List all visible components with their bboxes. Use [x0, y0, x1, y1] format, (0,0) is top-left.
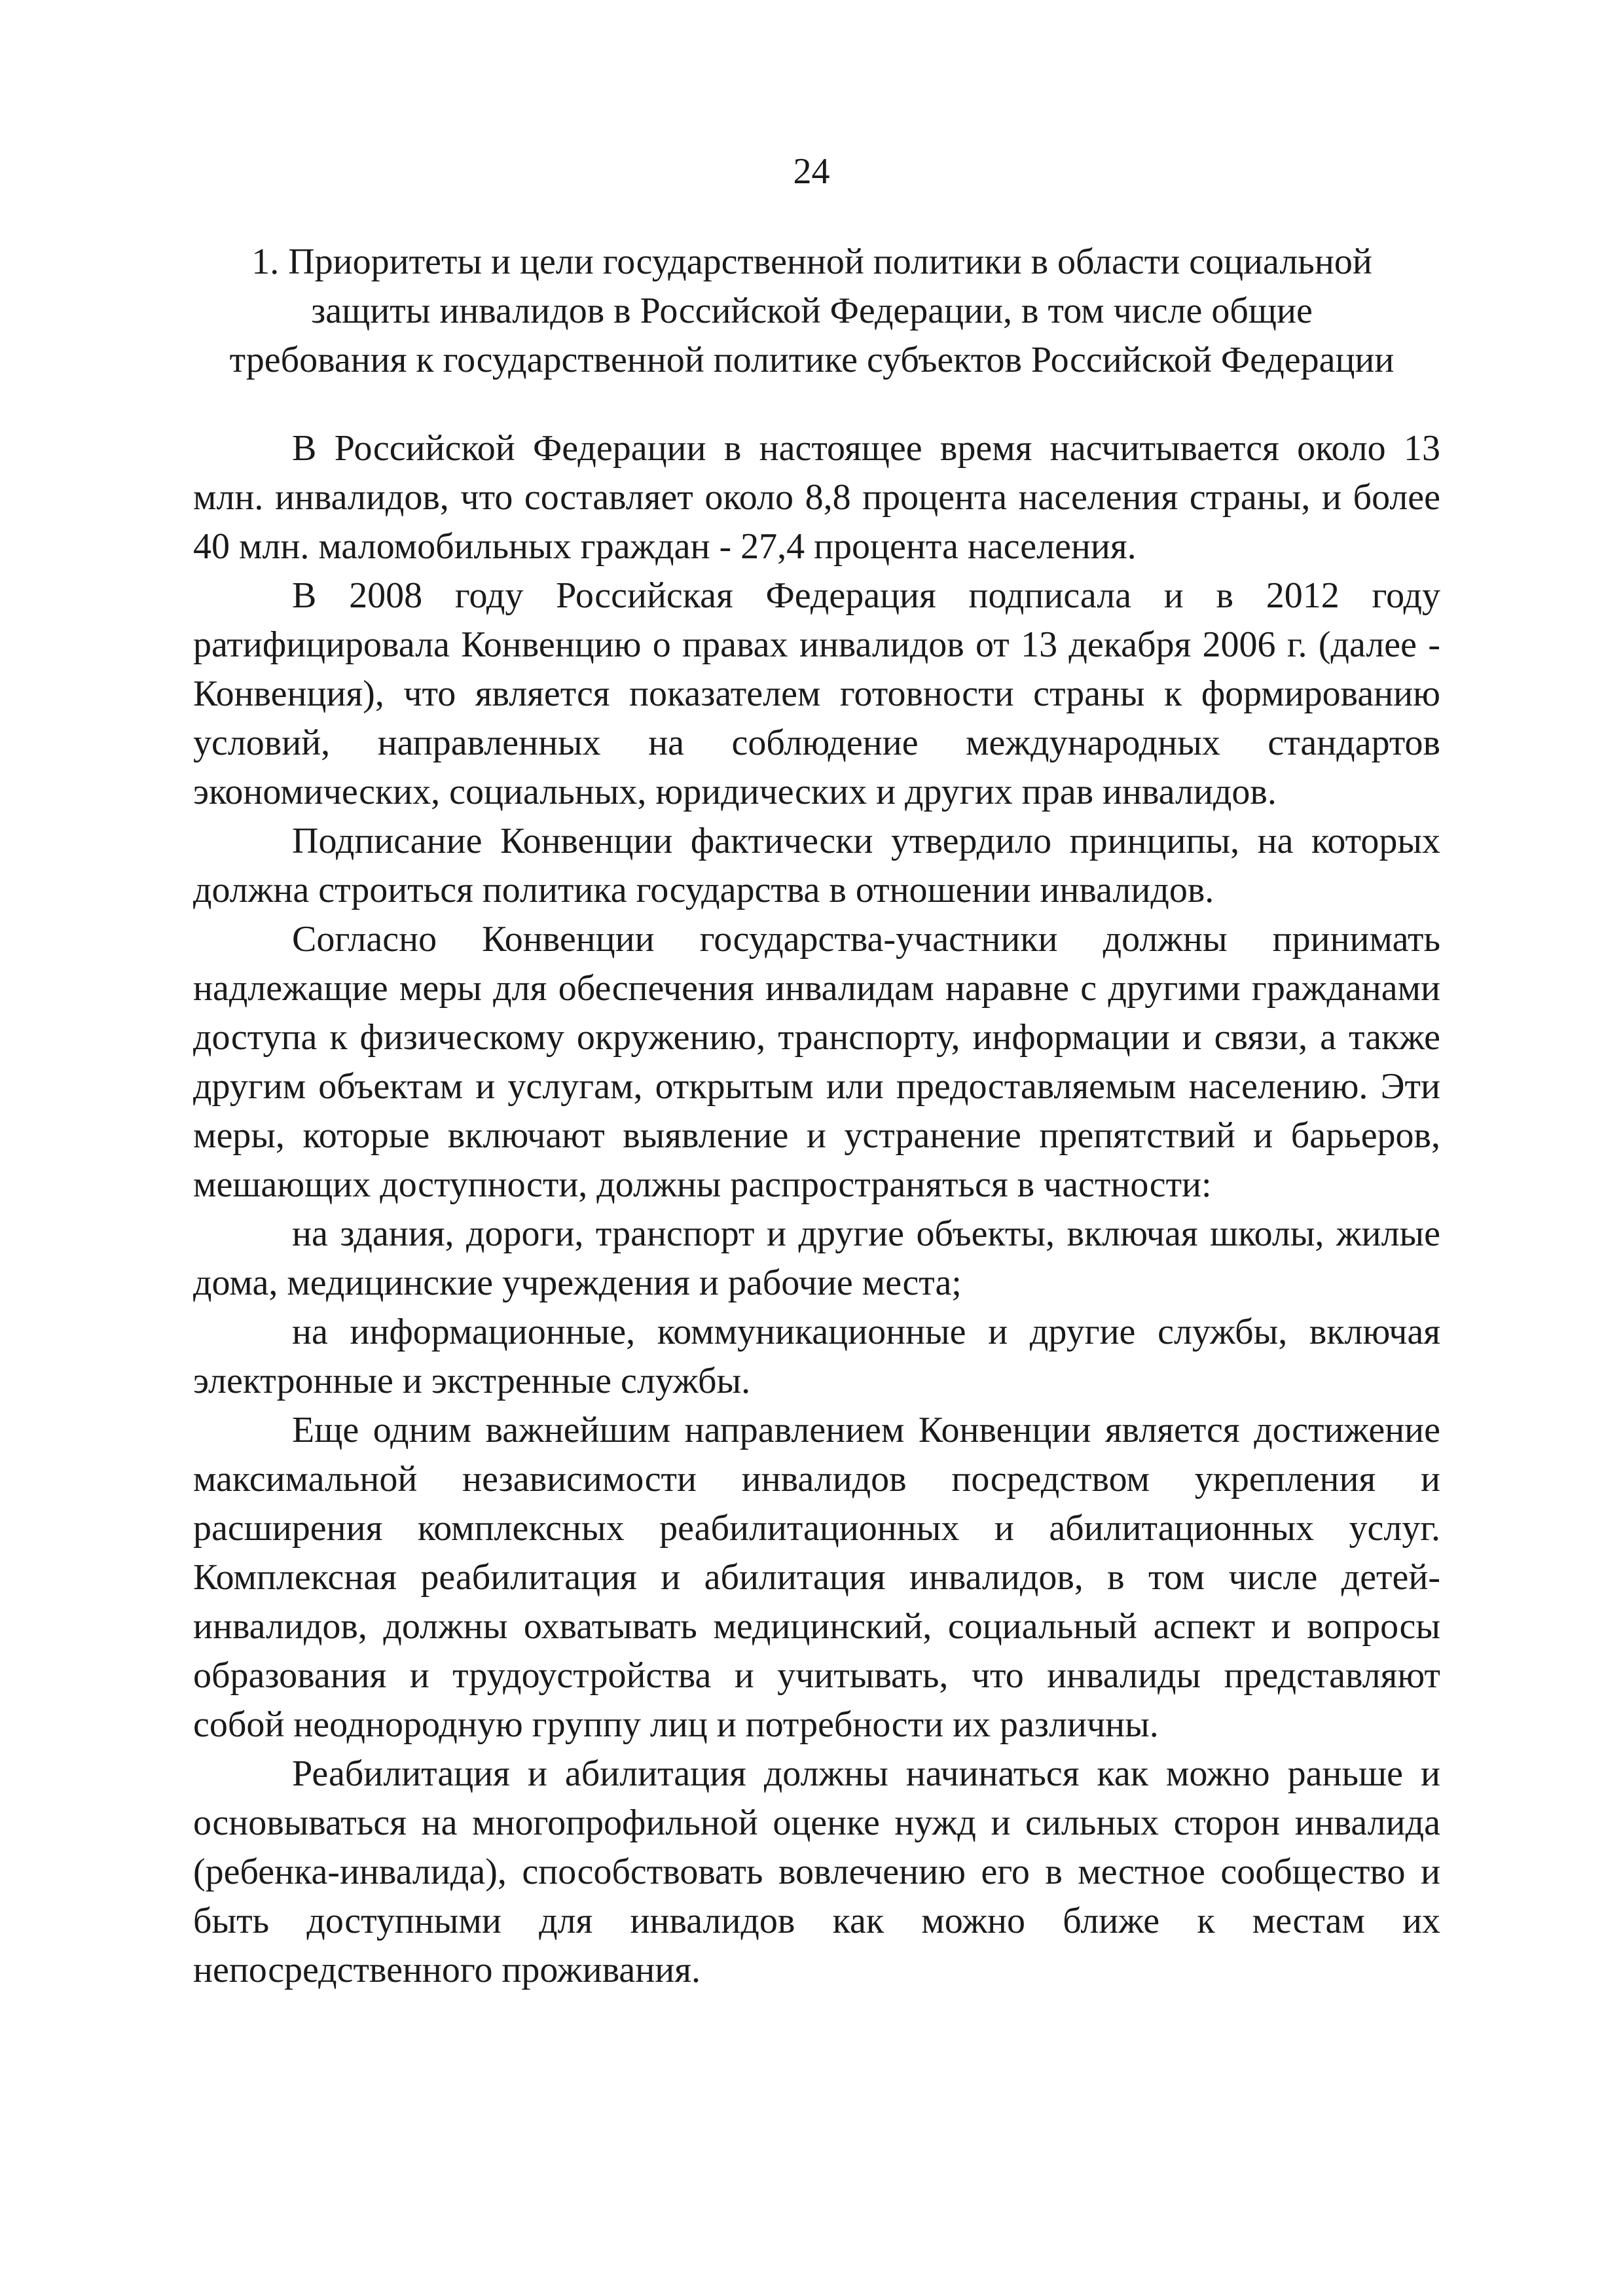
paragraph-population-stats: В Российской Федерации в настоящее время насчитывается около 13 млн. инвалидов, что составляет около 8,8 процента населения страны, и более 40 млн. маломобильных граждан - 27,4 процента населения. — [193, 428, 1440, 567]
section-heading — [157, 238, 1467, 385]
paragraph-convention-ratification: В 2008 году Российская Федерация подписала и в 2012 году ратифицировала Конвенцию о правах инвалидов от 13 декабря 2006 г. (далее - Конвенция), что является показателем готовности страны к формированию условий, направленных на соблюдение международных стандартов экономических, социальных, юридических и других прав инвалидов. — [193, 575, 1440, 812]
heading-line-3: требования к государственной политике субъектов Российской Федерации — [229, 340, 1395, 380]
document-body — [193, 424, 1440, 1995]
page-number: 24 — [793, 151, 830, 192]
paragraph-information-services: на информационные, коммуникационные и другие службы, включая электронные и экстренные службы. — [193, 1312, 1440, 1401]
paragraph-accessibility-measures: Согласно Конвенции государства-участники должны принимать надлежащие меры для обеспечения инвалидам наравне с другими гражданами доступа к физическому окружению, транспорту, информации и связи, а также другим объектам и услугам, открытым или предоставляемым населению. Эти меры, которые включают выявление и устранение препятствий и барьеров, мешающих доступности, должны распространяться в частности: — [193, 919, 1440, 1205]
paragraph-rehabilitation-timing: Реабилитация и абилитация должны начинаться как можно раньше и основываться на многопрофильной оценке нужд и сильных сторон инвалида (ребенка-инвалида), способствовать вовлечению его в местное сообщество и быть доступными для инвалидов как можно ближе к местам их непосредственного проживания. — [193, 1753, 1440, 1990]
paragraph-convention-principles: Подписание Конвенции фактически утвердило принципы, на которых должна строиться политика государства в отношении инвалидов. — [193, 821, 1440, 910]
heading-line-2: защиты инвалидов в Российской Федерации, в том числе общие — [311, 291, 1313, 331]
heading-line-1: 1. Приоритеты и цели государственной политики в области социальной — [251, 242, 1372, 282]
paragraph-rehabilitation-independence: Еще одним важнейшим направлением Конвенции является достижение максимальной независимости инвалидов посредством укрепления и расширения комплексных реабилитационных и абилитационных услуг. Комплексная реабилитация и абилитация инвалидов, в том числе детей-инвалидов, должны охватывать медицинский, социальный аспект и вопросы образования и трудоустройства и учитывать, что инвалиды представляют собой неоднородную группу лиц и потребности их различны. — [193, 1410, 1440, 1745]
paragraph-buildings-transport: на здания, дороги, транспорт и другие объекты, включая школы, жилые дома, медицинские учреждения и рабочие места; — [193, 1213, 1440, 1303]
